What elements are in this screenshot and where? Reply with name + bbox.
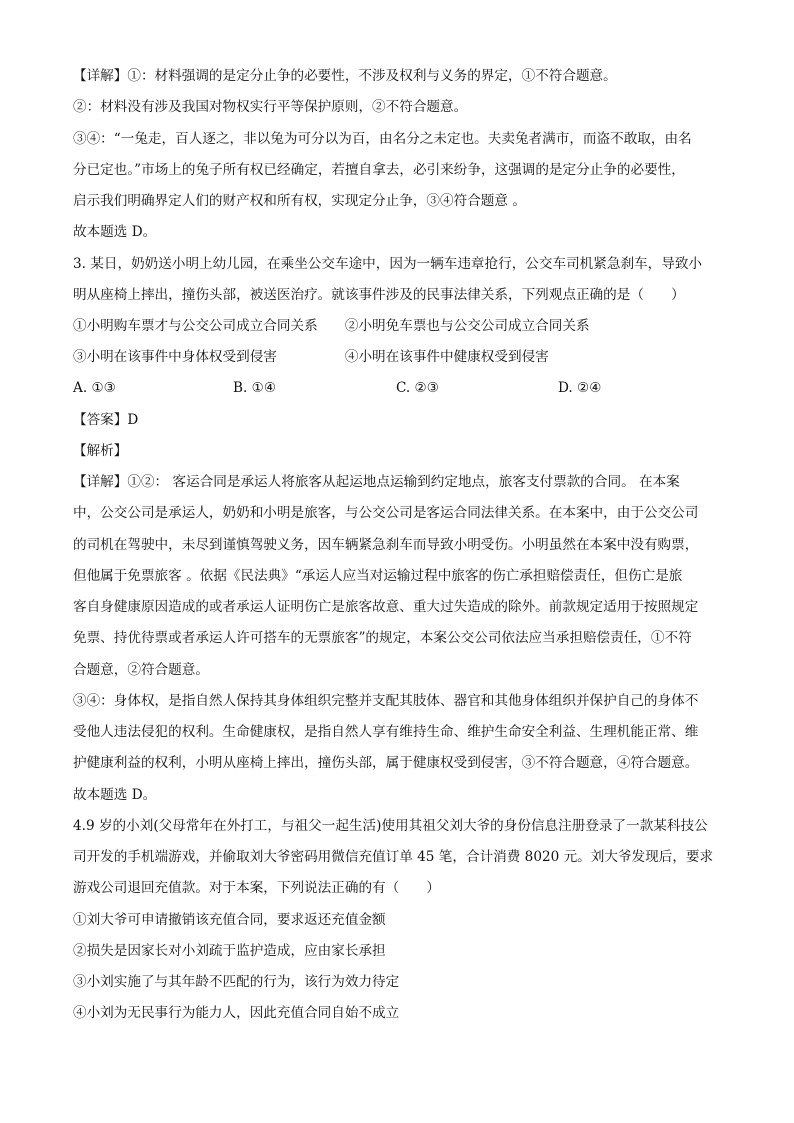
question-4-stem: 司开发的手机端游戏，并偷取刘大爷密码用微信充值订单 45 笔，合计消费 8020 元。刘大爷发现后，要求	[73, 849, 714, 865]
text-line: 护健康利益的权利，小明从座椅上摔出，撞伤头部，属于健康权受到侵害，③不符合题意，④符合题意。	[73, 755, 699, 771]
text-line: 启示我们明确界定人们的财产权和所有权，实现定分止争，③④符合题意 。	[73, 193, 526, 209]
analysis-label: 【解析】	[73, 443, 128, 459]
option-d: D. ②④	[558, 380, 602, 396]
option-b: B. ①④	[233, 380, 277, 396]
question-4-statement: ④小刘为无民事行为能力人，因此充值合同自始不成立	[73, 1005, 400, 1021]
question-4-statement: ③小刘实施了与其年龄不匹配的行为，该行为效力待定	[73, 974, 400, 990]
text-line: 但他属于免票旅客 。依据《民法典》“承运人应当对运输过程中旅客的伤亡承担赔偿责任，但伤亡是旅	[73, 568, 683, 584]
question-4-stem: 4.9 岁的小刘(父母常年在外打工，与祖父一起生活)使用其祖父刘大爷的身份信息注册登录了一款某科技公	[73, 818, 708, 834]
question-4-statement: ②损失是因家长对小刘疏于监护造成，应由家长承担	[73, 943, 386, 959]
answer-label: 【答案】D	[73, 412, 139, 428]
text-line: 【详解】①：材料强调的是定分止争的必要性，不涉及权利与义务的界定，①不符合题意。	[73, 68, 617, 84]
text-line: ③④：“一兔走，百人逐之，非以兔为可分以为百，由名分之未定也。夫卖兔者满市，而盗不敢取，由名	[73, 131, 692, 147]
text-line: 免票、持优待票或者承运人许可搭车的无票旅客”的规定，本案公交公司依法应当承担赔偿责任，①不符	[73, 630, 692, 646]
text-line: 客自身健康原因造成的或者承运人证明伤亡是旅客故意、重大过失造成的除外。前款规定适用于按照规定	[73, 599, 699, 615]
option-a: A. ①③	[73, 380, 116, 396]
text-line: ②：材料没有涉及我国对物权实行平等保护原则，②不符合题意。	[73, 99, 468, 115]
question-3-stem: 明从座椅上摔出，撞伤头部，被送医治疗。就该事件涉及的民事法律关系，下列观点正确的是（ ）	[73, 287, 685, 303]
question-4-statement: ①刘大爷可申请撤销该充值合同，要求返还充值金额	[73, 912, 386, 928]
question-3-stem: 3. 某日，奶奶送小明上幼儿园，在乘坐公交车途中，因为一辆车违章抢行，公交车司机紧急刹车，导致小	[73, 256, 703, 272]
question-3-statements: ①小明购车票才与公交公司成立合同关系 ②小明免车票也与公交公司成立合同关系	[73, 318, 590, 334]
text-line: 受他人违法侵犯的权利。生命健康权，是指自然人享有维持生命、维护生命安全利益、生理机能正常、维	[73, 724, 699, 740]
text-line: 合题意，②符合题意。	[73, 662, 209, 678]
text-line: ③④：身体权，是指自然人保持其身体组织完整并支配其肢体、器官和其他身体组织并保护自己的身体不	[73, 693, 699, 709]
question-4-stem: 游戏公司退回充值款。对于本案，下列说法正确的有（ ）	[73, 880, 441, 896]
text-line: 中，公交公司是承运人，奶奶和小明是旅客，与公交公司是客运合同法律关系。在本案中，由于公交公司	[73, 505, 699, 521]
text-line: 分已定也。”市场上的兔子所有权已经确定，若擅自拿去，必引来纷争，这强调的是定分止争的必要性，	[73, 162, 685, 178]
text-line: 故本题选 D。	[73, 224, 157, 240]
text-line: 故本题选 D。	[73, 787, 157, 803]
text-line: 的司机在驾驶中，未尽到谨慎驾驶义务，因车辆紧急刹车而导致小明受伤。小明虽然在本案中没有购票，	[73, 537, 699, 553]
text-line: 【详解】①②： 客运合同是承运人将旅客从起运地点运输到约定地点，旅客支付票款的合同。 在本案	[73, 474, 680, 490]
option-c: C. ②③	[396, 380, 439, 396]
question-3-statements: ③小明在该事件中身体权受到侵害 ④小明在该事件中健康权受到侵害	[73, 349, 549, 365]
